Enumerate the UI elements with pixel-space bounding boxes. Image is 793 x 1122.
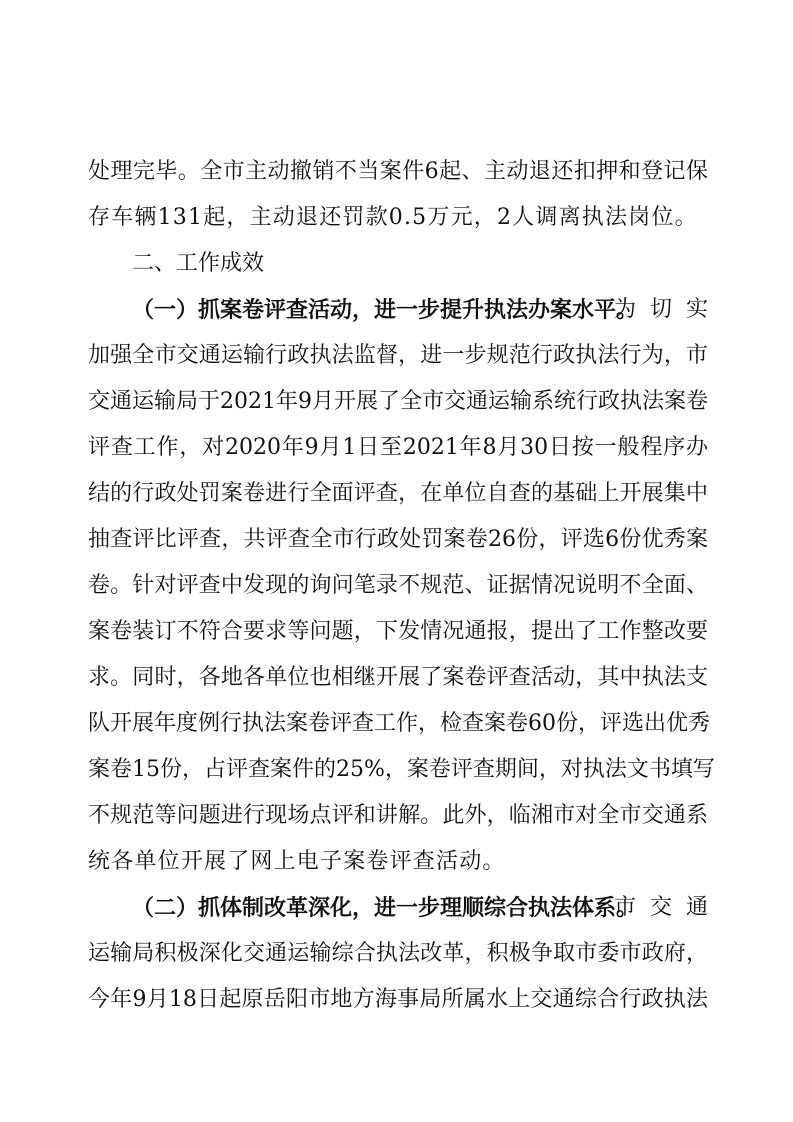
line-text: 市交通 [614, 895, 708, 920]
line-text: 处理完毕。全市主动撤销不当案件6起、主动退还扣押和登记保 [88, 159, 708, 184]
subheading-text: （一）抓案卷评查活动，进一步提升执法办案水平。 [132, 297, 639, 323]
subheading-text: （二）抓体制改革深化，进一步理顺综合执法体系。 [132, 895, 639, 921]
line-text: 统各单位开展了网上电子案卷评查活动。 [88, 849, 506, 874]
paragraph-line [0, 341, 793, 371]
section-heading [0, 249, 793, 279]
line-text: 卷。针对评查中发现的询问笔录不规范、证据情况说明不全面、 [88, 573, 708, 598]
paragraph-line [0, 663, 793, 693]
line-text: 加强全市交通运输行政执法监督，进一步规范行政执法行为，市 [88, 343, 708, 368]
paragraph-line [0, 433, 793, 463]
paragraph-line [0, 985, 793, 1015]
paragraph-line [0, 939, 793, 969]
paragraph-line [0, 479, 793, 509]
paragraph-line [0, 755, 793, 785]
line-text: 存车辆131起，主动退还罚款0.5万元，2人调离执法岗位。 [88, 205, 698, 230]
paragraph-line [0, 571, 793, 601]
line-text: 运输局积极深化交通运输综合执法改革，积极争取市委市政府， [88, 941, 708, 966]
paragraph-line [0, 801, 793, 831]
paragraph-line [0, 525, 793, 555]
line-text: 案卷15份，占评查案件的25%，案卷评查期间，对执法文书填写 [88, 757, 715, 782]
paragraph-line [0, 387, 793, 417]
line-text: 今年9月18日起原岳阳市地方海事局所属水上交通综合行政执法 [88, 987, 708, 1012]
line-text: 评查工作，对2020年9月1日至2021年8月30日按一般程序办 [88, 435, 708, 460]
line-text: 案卷装订不符合要求等问题，下发情况通报，提出了工作整改要 [88, 619, 708, 644]
paragraph-line [0, 847, 793, 877]
line-text: 求。同时，各地各单位也相继开展了案卷评查活动，其中执法支 [88, 665, 708, 690]
line-text: 队开展年度例行执法案卷评查工作，检查案卷60份，评选出优秀 [88, 711, 710, 736]
paragraph-line [0, 709, 793, 739]
line-text: 交通运输局于2021年9月开展了全市交通运输系统行政执法案卷 [88, 389, 708, 414]
line-text: 抽查评比评查，共评查全市行政处罚案卷26份，评选6份优秀案 [88, 527, 708, 552]
paragraph-line [0, 893, 793, 923]
line-text: 不规范等问题进行现场点评和讲解。此外，临湘市对全市交通系 [88, 803, 708, 828]
paragraph-line [0, 617, 793, 647]
paragraph-line [0, 295, 793, 325]
section-heading-text: 二、工作成效 [132, 251, 265, 276]
line-text: 为切实 [614, 297, 708, 322]
line-text: 结的行政处罚案卷进行全面评查，在单位自查的基础上开展集中 [88, 481, 708, 506]
paragraph-line [0, 157, 793, 187]
paragraph-line [0, 203, 793, 233]
